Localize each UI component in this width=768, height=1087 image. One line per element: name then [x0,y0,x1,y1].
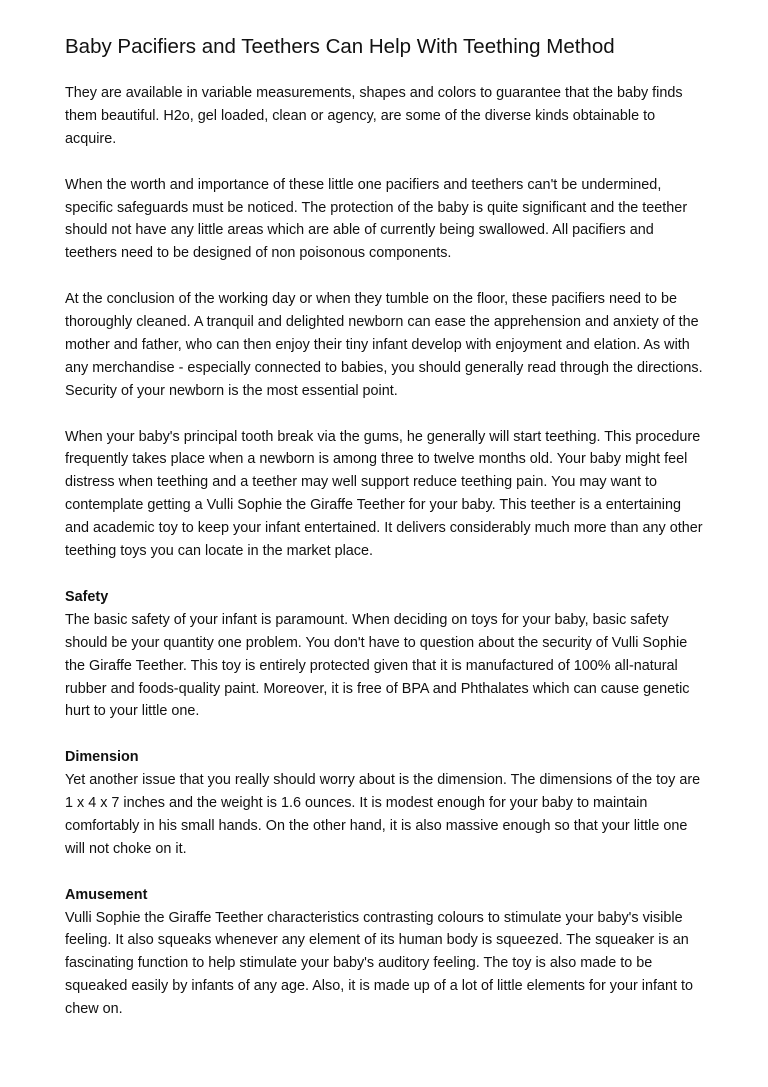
section-amusement [65,884,708,1021]
paragraph: When the worth and importance of these little one pacifiers and teethers can't be undermined, specific safeguards must be noticed. The protection of the baby is quite significant and the teether should not have any little areas which are able of currently being swallowed. All pacifiers and teethers need to be designed of non poisonous components. [65,176,688,262]
section-heading: Dimension [65,749,139,766]
section-body: Vulli Sophie the Giraffe Teether characteristics contrasting colours to stimulate your baby's visible feeling. It also squeaks whenever any element of its human body is squeezed. The squeaker is an fascinating function to help stimulate your baby's auditory feeling. The toy is also made to be squeaked easily by infants of any age. Also, it is made up of a lot of little elements for your infant to chew on. [65,909,693,1018]
section-heading: Amusement [65,886,148,903]
section-body: The basic safety of your infant is paramount. When deciding on toys for your baby, basic safety should be your quantity one problem. You don't have to question about the security of Vulli Sophie the Giraffe Teether. This toy is entirely protected given that it is manufactured of 100% all-natural rubber and foods-quality paint. Moreover, it is free of BPA and Phthalates which can cause genetic hurt to your little one. [65,611,690,720]
section-heading: Safety [65,588,109,605]
paragraph: When your baby's principal tooth break via the gums, he generally will start teething. This procedure frequently takes place when a newborn is among three to twelve months old. Your baby might feel distress when teething and a teether may well support reduce teething pain. You may want to contemplate getting a Vulli Sophie the Giraffe Teether for your baby. This teether is a entertaining and academic toy to keep your infant entertained. It delivers considerably much more than any other teething toys you can locate in the market place. [65,428,703,560]
section-safety [65,586,708,723]
page-title: Baby Pacifiers and Teethers Can Help With Teething Method [65,35,615,58]
section-dimension [65,746,708,861]
paragraph: They are available in variable measurements, shapes and colors to guarantee that the baby finds them beautiful. H2o, gel loaded, clean or agency, are some of the diverse kinds obtainable to acquire. [65,85,683,147]
section-body: Yet another issue that you really should worry about is the dimension. The dimensions of the toy are 1 x 4 x 7 inches and the weight is 1.6 ounces. It is modest enough for your baby to maintain comfortably in his small hands. On the other hand, it is also massive enough so that your little one will not choke on it. [65,772,701,857]
paragraph: At the conclusion of the working day or when they tumble on the floor, these pacifiers need to be thoroughly cleaned. A tranquil and delighted newborn can ease the apprehension and anxiety of the mother and father, who can then enjoy their tiny infant develop with enjoyment and elation. As with any merchandise - especially connected to babies, you should generally read through the directions. Security of your newborn is the most essential point. [65,291,703,399]
